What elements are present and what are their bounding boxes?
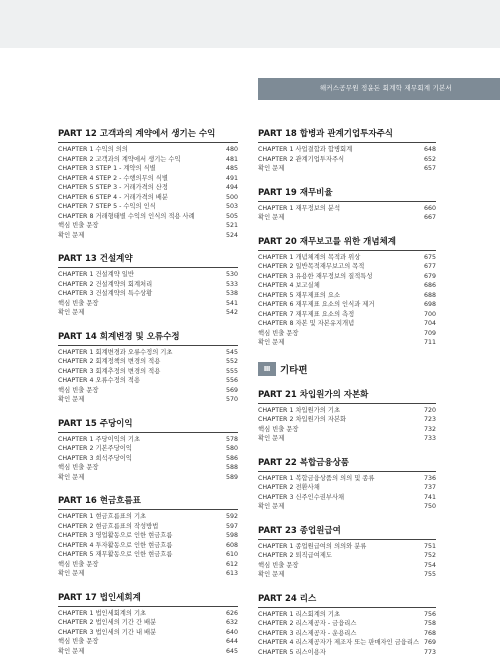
toc-entry-label: CHAPTER 2 고객과의 계약에서 생기는 수익: [58, 155, 181, 163]
toc-entry[interactable]: [258, 610, 436, 620]
toc-entry-label: 확인 문제: [258, 165, 285, 172]
toc-entry-page: 597: [225, 522, 238, 530]
toc-entry-label: 핵심 빈출 문장: [258, 329, 299, 337]
toc-entry[interactable]: [58, 270, 238, 280]
toc-entry-label: CHAPTER 2 차입원가의 자본화: [258, 416, 347, 423]
toc-entry-page: 500: [225, 193, 238, 201]
toc-entry-label: 핵심 빈출 문장: [58, 222, 99, 229]
toc-entry-label: CHAPTER 2 전환사채: [258, 484, 320, 491]
toc-entry[interactable]: [258, 338, 436, 348]
toc-entry-label: CHAPTER 1 종업원급여의 의의와 분류: [258, 542, 367, 550]
toc-entry-label: CHAPTER 5 재무제표의 요소: [258, 291, 341, 299]
toc-entry-page: 588: [225, 464, 238, 471]
toc-entry[interactable]: [58, 155, 238, 165]
toc-entry-page: 679: [423, 272, 436, 280]
toc-entry-page: 754: [423, 561, 436, 569]
part-title: PART 16 현금흐름표: [58, 494, 238, 510]
toc-entry-label: CHAPTER 5 STEP 3 - 거래가격의 산정: [58, 184, 168, 191]
toc-entry-label: CHAPTER 1 건설계약 일반: [58, 271, 134, 278]
toc-entry-label: CHAPTER 4 리스제공자가 제조자 또는 판매자인 금융리스: [258, 639, 420, 646]
toc-entry[interactable]: [258, 648, 436, 658]
toc-entry-label: CHAPTER 3 영업활동으로 인한 현금흐름: [58, 532, 173, 539]
toc-entry-label: CHAPTER 1 복합금융상품의 의의 및 종류: [258, 474, 375, 482]
toc-entry[interactable]: [58, 541, 238, 551]
toc-entry-page: 570: [225, 396, 238, 403]
toc-entry-label: 핵심 빈출 문장: [58, 464, 99, 471]
toc-entry[interactable]: [258, 300, 436, 310]
toc-entry-page: 755: [423, 571, 436, 578]
toc-entry-label: CHAPTER 3 법인세의 기간 내 배분: [58, 628, 157, 636]
toc-entry-label: CHAPTER 2 법인세의 기간 간 배분: [58, 619, 157, 626]
toc-entry-page: 686: [423, 282, 436, 289]
toc-entry-page: 545: [225, 348, 238, 356]
toc-entry-page: 541: [225, 299, 238, 307]
toc-entry[interactable]: [258, 483, 436, 493]
toc-entry[interactable]: [58, 395, 238, 405]
toc-entry-label: CHAPTER 1 법인세회계의 기초: [58, 609, 147, 617]
toc-entry-label: CHAPTER 2 일반목적재무보고의 목적: [258, 263, 365, 270]
toc-entry-label: CHAPTER 1 수익의 의의: [58, 146, 128, 153]
toc-entry-label: CHAPTER 1 리스회계의 기초: [258, 610, 341, 618]
toc-entry-label: CHAPTER 5 재무활동으로 인한 현금흐름: [58, 551, 173, 558]
toc-entry-page: 723: [423, 416, 436, 423]
toc-entry[interactable]: [258, 155, 436, 165]
toc-entry-label: 핵심 빈출 문장: [258, 561, 299, 569]
toc-entry-page: 555: [225, 367, 238, 375]
toc-entry-page: 608: [225, 541, 238, 549]
toc-entry-label: CHAPTER 1 주당이익의 기초: [58, 435, 141, 443]
toc-entry[interactable]: [58, 231, 238, 241]
toc-entry[interactable]: [258, 502, 436, 512]
toc-part: [58, 127, 238, 240]
toc-entry[interactable]: [58, 512, 238, 522]
toc-entry-label: 확인 문제: [258, 503, 285, 510]
top-band: [0, 0, 500, 48]
toc-part: [258, 186, 436, 223]
toc-entry-page: 521: [225, 222, 238, 229]
toc-entry-page: 709: [423, 329, 436, 337]
toc-entry-label: 확인 문제: [58, 647, 85, 655]
toc-entry-page: 741: [423, 493, 436, 501]
toc-entry-label: CHAPTER 4 STEP 2 - 수행의무의 식별: [58, 174, 168, 182]
toc-entry-page: 542: [225, 309, 238, 316]
toc-entry-page: 675: [423, 253, 436, 261]
toc-entry[interactable]: [58, 386, 238, 396]
toc-entry-page: 589: [225, 473, 238, 481]
toc-entry-page: 598: [225, 532, 238, 539]
toc-entry[interactable]: [258, 415, 436, 425]
part-title: PART 22 복합금융상품: [258, 456, 436, 472]
toc-entry-page: 481: [225, 155, 238, 163]
toc-entry-label: CHAPTER 7 STEP 5 - 수익의 인식: [58, 203, 156, 210]
toc-entry-label: 확인 문제: [258, 339, 285, 346]
part-title: PART 19 재무비율: [258, 186, 436, 202]
toc-entry-label: CHAPTER 3 유용한 재무정보의 질적특성: [258, 272, 373, 280]
toc-entry-page: 768: [423, 629, 436, 637]
toc-right-column: [258, 127, 436, 669]
toc-entry-page: 503: [225, 203, 238, 210]
toc-entry-label: 확인 문제: [58, 309, 85, 316]
toc-entry[interactable]: [258, 291, 436, 301]
toc-entry-page: 586: [225, 454, 238, 462]
part-title: PART 13 건설계약: [58, 252, 238, 268]
toc-entry[interactable]: [58, 348, 238, 358]
toc-entry-label: CHAPTER 4 보고실체: [258, 282, 320, 289]
toc-entry[interactable]: [258, 253, 436, 263]
toc-entry-page: 737: [423, 484, 436, 491]
toc-entry[interactable]: [58, 444, 238, 454]
toc-entry-page: 645: [225, 647, 238, 655]
toc-part: [258, 127, 436, 174]
toc-entry-page: 494: [225, 184, 238, 191]
toc-entry-page: 644: [225, 638, 238, 645]
toc-entry[interactable]: [58, 299, 238, 309]
section-title: 기타편: [280, 364, 308, 376]
toc-entry[interactable]: [58, 628, 238, 638]
toc-part: [258, 235, 436, 348]
toc-entry-label: CHAPTER 1 사업결합과 합병회계: [258, 146, 353, 153]
toc-part: [258, 524, 436, 580]
toc-entry-label: CHAPTER 3 신주인수권부사채: [258, 493, 345, 501]
toc-entry-page: 538: [225, 290, 238, 297]
toc-entry-page: 677: [423, 263, 436, 270]
toc-entry-page: 733: [423, 435, 436, 442]
toc-entry[interactable]: [58, 308, 238, 318]
toc-entry-label: CHAPTER 2 기본주당이익: [58, 445, 132, 452]
part-title: PART 15 주당이익: [58, 417, 238, 433]
running-header: [258, 78, 500, 100]
toc-entry[interactable]: [258, 213, 436, 223]
toc-entry-page: 700: [423, 310, 436, 318]
toc-entry[interactable]: [258, 570, 436, 580]
toc-entry-page: 667: [423, 214, 436, 221]
toc-entry-page: 652: [423, 155, 436, 163]
toc-entry-label: CHAPTER 3 희석주당이익: [58, 454, 132, 462]
toc-entry-label: CHAPTER 6 STEP 4 - 거래가격의 배분: [58, 193, 168, 201]
toc-entry-page: 580: [225, 445, 238, 452]
toc-entry[interactable]: [58, 202, 238, 212]
toc-entry[interactable]: [58, 435, 238, 445]
toc-entry[interactable]: [58, 280, 238, 290]
toc-entry-label: 확인 문제: [258, 435, 285, 442]
toc-entry-page: 769: [423, 639, 436, 646]
toc-entry-page: 648: [423, 146, 436, 153]
part-title: PART 23 종업원급여: [258, 524, 436, 540]
toc-entry-page: 756: [423, 610, 436, 618]
toc-entry[interactable]: [58, 637, 238, 647]
toc-entry-label: CHAPTER 2 퇴직급여제도: [258, 552, 332, 559]
toc-entry[interactable]: [58, 289, 238, 299]
toc-entry[interactable]: [258, 272, 436, 282]
toc-entry-label: CHAPTER 8 거래형태별 수익의 인식의 적용 사례: [58, 212, 195, 220]
toc-entry[interactable]: [58, 454, 238, 464]
toc-entry[interactable]: [258, 406, 436, 416]
toc-entry-page: 626: [225, 609, 238, 617]
toc-entry[interactable]: [58, 618, 238, 628]
part-title: PART 14 회계변경 및 오류수정: [58, 330, 238, 346]
toc-entry-page: 751: [423, 542, 436, 550]
toc-entry[interactable]: [258, 262, 436, 272]
toc-left-column: [58, 127, 238, 668]
toc-entry-page: 533: [225, 280, 238, 288]
running-header-text: 해커스공무원 정윤돈 회계학 재무회계 기본서: [319, 84, 452, 92]
toc-entry-page: 505: [225, 212, 238, 220]
toc-part: [258, 592, 436, 658]
toc-entry-label: CHAPTER 3 건설계약의 특수상황: [58, 290, 153, 297]
toc-part: [58, 330, 238, 405]
toc-entry-page: 732: [423, 425, 436, 433]
toc-entry-page: 698: [423, 301, 436, 308]
toc-entry-label: 핵심 빈출 문장: [58, 638, 99, 645]
toc-entry[interactable]: [258, 310, 436, 320]
toc-entry-label: CHAPTER 2 회계정책의 변경의 적용: [58, 358, 161, 365]
toc-entry-page: 612: [225, 560, 238, 568]
toc-entry-page: 592: [225, 513, 238, 520]
toc-entry[interactable]: [258, 629, 436, 639]
toc-entry-label: CHAPTER 1 개념체계의 목적과 위상: [258, 253, 361, 261]
part-title: PART 18 합병과 관계기업투자주식: [258, 127, 436, 143]
toc-entry-label: CHAPTER 4 투자활동으로 인한 현금흐름: [58, 541, 173, 549]
toc-entry-page: 750: [423, 503, 436, 510]
part-title: PART 17 법인세회계: [58, 591, 238, 607]
toc-entry-label: CHAPTER 1 현금흐름표의 기초: [58, 513, 147, 520]
toc-entry-page: 711: [423, 339, 436, 346]
toc-entry-label: CHAPTER 6 재무제표 요소의 인식과 제거: [258, 301, 375, 308]
toc-entry-page: 640: [225, 628, 238, 636]
toc-entry-page: 758: [423, 620, 436, 627]
toc-entry-page: 613: [225, 570, 238, 577]
toc-entry-label: CHAPTER 2 관계기업투자주식: [258, 155, 345, 163]
toc-entry[interactable]: [58, 183, 238, 193]
toc-entry-page: 491: [225, 174, 238, 182]
toc-entry[interactable]: [258, 434, 436, 444]
toc-entry-page: 524: [225, 231, 238, 239]
toc-entry-page: 569: [225, 386, 238, 394]
part-title: PART 24 리스: [258, 592, 436, 608]
section-number: Ⅲ: [258, 362, 276, 376]
toc-entry[interactable]: [258, 329, 436, 339]
toc-entry[interactable]: [58, 212, 238, 222]
toc-entry[interactable]: [58, 473, 238, 483]
toc-entry[interactable]: [58, 550, 238, 560]
toc-entry-page: 485: [225, 165, 238, 172]
toc-entry[interactable]: [58, 531, 238, 541]
toc-entry[interactable]: [258, 474, 436, 484]
toc-entry[interactable]: [58, 367, 238, 377]
toc-entry-label: CHAPTER 1 회계변경과 오류수정의 기초: [58, 348, 173, 356]
toc-entry-label: CHAPTER 1 재무정보의 분석: [258, 204, 341, 212]
toc-entry-label: 핵심 빈출 문장: [58, 299, 99, 307]
toc-entry[interactable]: [258, 145, 436, 155]
toc-entry[interactable]: [258, 561, 436, 571]
toc-entry-label: CHAPTER 3 STEP 1 - 계약의 식별: [58, 165, 156, 172]
toc-entry[interactable]: [258, 493, 436, 503]
toc-entry[interactable]: [58, 560, 238, 570]
toc-entry[interactable]: [58, 164, 238, 174]
toc-entry-label: CHAPTER 2 현금흐름표의 작성방법: [58, 522, 159, 530]
toc-entry[interactable]: [258, 619, 436, 629]
toc-entry-page: 552: [225, 358, 238, 365]
toc-entry[interactable]: [58, 647, 238, 657]
toc-entry-page: 480: [225, 146, 238, 153]
toc-entry-page: 704: [423, 320, 436, 327]
toc-entry-page: 632: [225, 619, 238, 626]
toc-entry[interactable]: [258, 425, 436, 435]
toc-entry-page: 657: [423, 165, 436, 172]
toc-entry-label: CHAPTER 2 리스제공자 - 금융리스: [258, 620, 357, 627]
toc-entry-label: 확인 문제: [58, 396, 85, 403]
toc-entry[interactable]: [258, 281, 436, 291]
toc-entry[interactable]: [58, 569, 238, 579]
toc-entry-label: 핵심 빈출 문장: [258, 425, 299, 433]
part-title: PART 20 재무보고를 위한 개념체계: [258, 235, 436, 251]
toc-part: [258, 388, 436, 444]
toc-entry-label: CHAPTER 4 오류수정의 적용: [58, 377, 141, 384]
toc-part: [258, 456, 436, 512]
toc-entry[interactable]: [258, 542, 436, 552]
toc-part: [58, 417, 238, 483]
toc-entry-page: 736: [423, 474, 436, 482]
toc-entry[interactable]: [258, 638, 436, 648]
toc-part: [58, 494, 238, 579]
toc-entry-label: CHAPTER 7 재무제표 요소의 측정: [258, 310, 355, 318]
toc-part: [58, 591, 238, 657]
toc-entry-label: CHAPTER 5 리스이용자: [258, 648, 326, 656]
toc-entry-label: CHAPTER 3 회계추정의 변경의 적용: [58, 367, 161, 375]
toc-entry-label: 핵심 빈출 문장: [58, 560, 99, 568]
toc-entry-page: 556: [225, 377, 238, 384]
toc-entry-label: 핵심 빈출 문장: [58, 386, 99, 394]
toc-entry[interactable]: [258, 204, 436, 214]
toc-entry-label: CHAPTER 1 차입원가의 기초: [258, 406, 341, 414]
toc-part: [58, 252, 238, 318]
toc-entry-page: 660: [423, 204, 436, 212]
toc-entry[interactable]: [258, 164, 436, 174]
part-title: PART 12 고객과의 계약에서 생기는 수익: [58, 127, 238, 143]
toc-entry[interactable]: [58, 609, 238, 619]
toc-entry-page: 773: [423, 648, 436, 656]
section-heading: [258, 360, 436, 378]
toc-entry[interactable]: [258, 551, 436, 561]
toc-entry-label: 확인 문제: [58, 570, 85, 577]
part-title: PART 21 차입원가의 자본화: [258, 388, 436, 404]
toc-entry[interactable]: [58, 357, 238, 367]
toc-entry-label: CHAPTER 8 자본 및 자본유지개념: [258, 320, 355, 327]
toc-entry-page: 720: [423, 406, 436, 414]
toc-entry[interactable]: [58, 174, 238, 184]
toc-entry[interactable]: [58, 221, 238, 231]
toc-entry-label: 확인 문제: [258, 571, 285, 578]
toc-entry-label: 확인 문제: [258, 214, 285, 221]
toc-entry[interactable]: [58, 463, 238, 473]
toc-entry-page: 688: [423, 291, 436, 299]
toc-entry[interactable]: [58, 145, 238, 155]
toc-entry[interactable]: [58, 376, 238, 386]
toc-entry-label: 확인 문제: [58, 231, 85, 239]
toc-entry-page: 610: [225, 551, 238, 558]
toc-entry-page: 752: [423, 552, 436, 559]
toc-entry-page: 530: [225, 271, 238, 278]
toc-entry-label: CHAPTER 2 건설계약의 회계처리: [58, 280, 153, 288]
toc-entry[interactable]: [258, 319, 436, 329]
toc-entry[interactable]: [58, 522, 238, 532]
toc-entry[interactable]: [58, 193, 238, 203]
toc-entry-page: 578: [225, 435, 238, 443]
toc-entry-label: 확인 문제: [58, 473, 85, 481]
toc-entry-label: CHAPTER 3 리스제공자 - 운용리스: [258, 629, 357, 637]
